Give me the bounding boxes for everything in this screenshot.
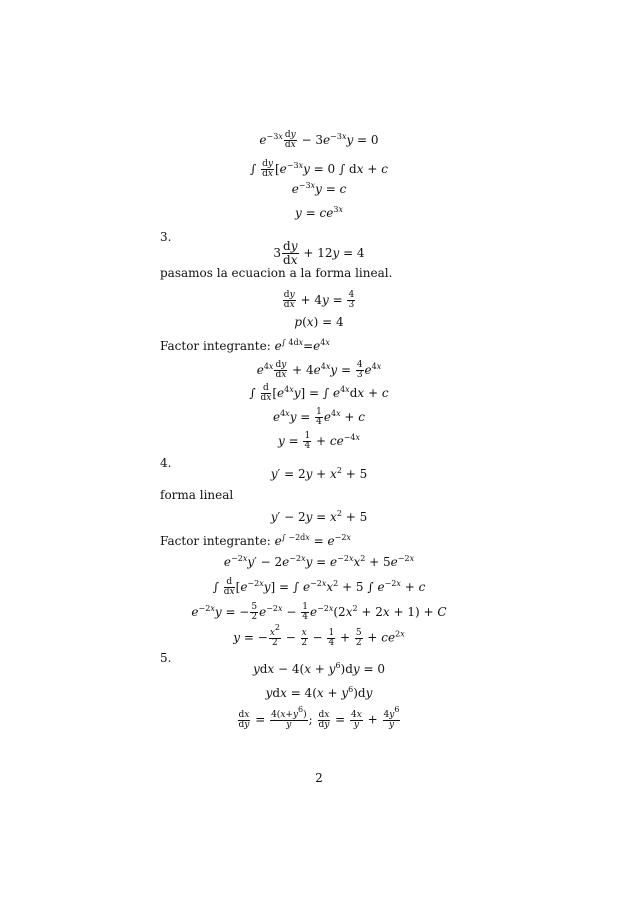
equation-line: $y' - 2y = x^2 + 5$ <box>270 509 368 524</box>
equation-line: ydx = $4(x + y^6)dy$ <box>265 685 373 700</box>
paragraph-text: Factor integrante: <box>160 534 275 548</box>
equation-line: $\frac{dx}{dy}$ = $\frac{4(x+y^6)}{y}$ ; $\frac{dx}{dy}$ = $\frac{4x}{y}$ + $\frac{4y^6}{y}$ <box>238 705 400 730</box>
page-number: 2 <box>315 771 323 785</box>
equation-line: ∫ $\frac{d}{dx}$ $[e^{4x}y]$ = ∫ $e^{4x}dx + c$ <box>249 383 389 403</box>
equation-line: ∫ $\frac{d}{dx}$ $[e^{-2x}y]$ = ∫ $e^{-2x}x^2 + 5$ ∫ $e^{-2x} + c$ <box>212 577 426 597</box>
equation-line: y = − $\frac{x^2}{2}$ − $\frac{x}{2}$ − $\frac{1}{4}$ + $\frac{5}{2}$ + $ce^{2x}$ <box>233 623 405 648</box>
equation-line: $y' = 2y + x^2 + 5$ <box>270 466 368 481</box>
equation-line: 3 $\frac{dy}{dx}$ + 12y = 4 <box>273 239 365 267</box>
equation-line: y = $\frac{1}{4}$ + $ce^{-4x}$ <box>277 431 361 451</box>
paragraph-text: pasamos la ecuacion a la forma lineal. <box>160 266 393 280</box>
equation-line: $e^{-2x}y$ = − $\frac{5}{2}$ $e^{-2x}$ − $\frac{1}{4}$ $e^{-2x}(2x^2 + 2x + 1) + C$ <box>191 602 447 622</box>
factor-line: Factor integrante: $e^{\int -2dx} = e^{-2x}$ <box>160 533 351 548</box>
equation-line: ∫ $\frac{dy}{dx}$ [$e^{-3x}y = 0$ ∫ dx + c <box>250 159 388 179</box>
equation-line: $e^{-3x}$ $\frac{dy}{dx}$ − $3e^{-3x}y = 0$ <box>259 130 379 150</box>
equation-line: $e^{-2x}y' - 2e^{-2x}y = e^{-2x}x^2 + 5e^{-2x}$ <box>223 554 415 569</box>
equation-line: $e^{4x}$ $\frac{dy}{dx}$ + $4e^{4x}y$ = $\frac{4}{3}$ $e^{4x}$ <box>256 360 382 380</box>
equation-line: $e^{-3x}y = c$ <box>291 181 347 196</box>
item-number: 5. <box>160 651 172 665</box>
factor-line: Factor integrante: $e^{\int 4dx}=e^{4x}$ <box>160 338 330 353</box>
paragraph-text: forma lineal <box>160 488 234 502</box>
equation-line: p(x) = 4 <box>294 315 344 329</box>
equation-line: $y = ce^{3x}$ <box>295 205 343 220</box>
item-number: 4. <box>160 456 172 470</box>
equation-line: $\frac{dy}{dx}$ + 4y = $\frac{4}{3}$ <box>283 290 355 310</box>
equation-line: ydx − $4(x + y^6)dy = 0$ <box>252 661 386 676</box>
equation-line: $e^{4x}y$ = $\frac{1}{4}$ $e^{4x} + c$ <box>272 407 366 427</box>
item-number: 3. <box>160 230 172 244</box>
paragraph-text: Factor integrante: <box>160 339 275 353</box>
